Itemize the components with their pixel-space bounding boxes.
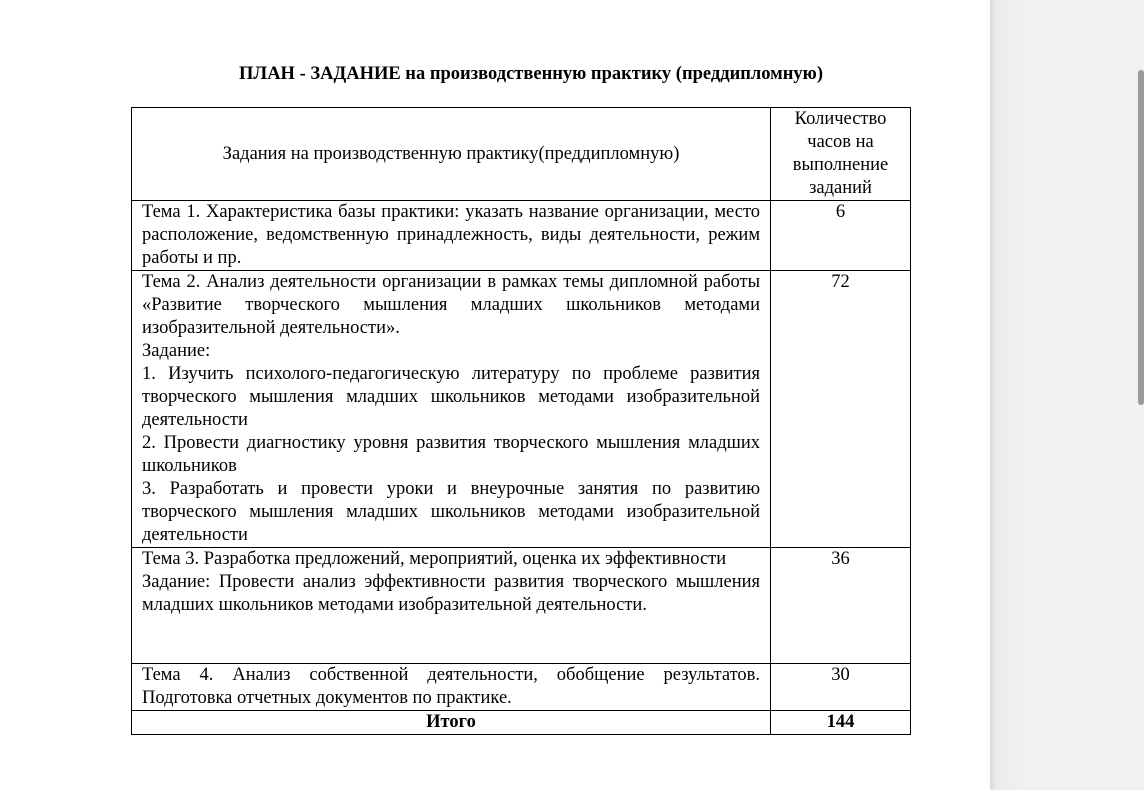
hours-cell: 30 xyxy=(771,664,911,711)
total-hours: 144 xyxy=(771,711,911,735)
task-text: 1. Изучить психолого-педагогическую литературу по проблеме развития творческого мышления младших школьников методами изобразительной деятельности xyxy=(142,364,761,430)
header-tasks: Задания на производственную практику(преддипломную) xyxy=(132,108,771,201)
task-cell xyxy=(132,271,771,548)
task-text: 3. Разработать и провести уроки и внеурочные занятия по развитию творческого мышления младших школьников методами изобразительной деятельности xyxy=(142,479,761,545)
page-title: ПЛАН - ЗАДАНИЕ на производственную практику (преддипломную) xyxy=(239,64,823,84)
hours-cell: 72 xyxy=(771,271,911,548)
table-row xyxy=(132,548,911,664)
task-text: 2. Провести диагностику уровня развития творческого мышления младших школьников xyxy=(142,433,761,476)
total-row xyxy=(132,711,911,735)
hours-cell: 36 xyxy=(771,548,911,664)
viewer-background xyxy=(990,0,1144,790)
table-row xyxy=(132,201,911,271)
task-cell xyxy=(132,201,771,271)
practice-plan-table xyxy=(131,107,911,735)
task-text: Задание: Провести анализ эффективности развития творческого мышления младших школьников методами изобразительной деятельности. xyxy=(142,572,761,615)
table-row xyxy=(132,271,911,548)
task-cell xyxy=(132,548,771,664)
task-text: Задание: xyxy=(142,341,211,361)
task-text: Тема 4. Анализ собственной деятельности, обобщение результатов. Подготовка отчетных документов по практике. xyxy=(142,665,761,708)
task-text: Тема 1. Характеристика базы практики: указать название организации, место расположение, ведомственную принадлежность, виды деятельности, режим работы и пр. xyxy=(142,202,761,268)
total-label: Итого xyxy=(132,711,771,735)
header-hours: Количество часов на выполнение заданий xyxy=(771,108,911,201)
hours-cell: 6 xyxy=(771,201,911,271)
table-header-row xyxy=(132,108,911,201)
task-text: Тема 3. Разработка предложений, мероприятий, оценка их эффективности xyxy=(142,549,727,569)
task-text: Тема 2. Анализ деятельности организации в рамках темы дипломной работы «Развитие творческого мышления младших школьников методами изобразительной деятельности». xyxy=(142,272,761,338)
task-cell xyxy=(132,664,771,711)
table-row xyxy=(132,664,911,711)
vertical-scrollbar-thumb[interactable] xyxy=(1138,70,1144,405)
